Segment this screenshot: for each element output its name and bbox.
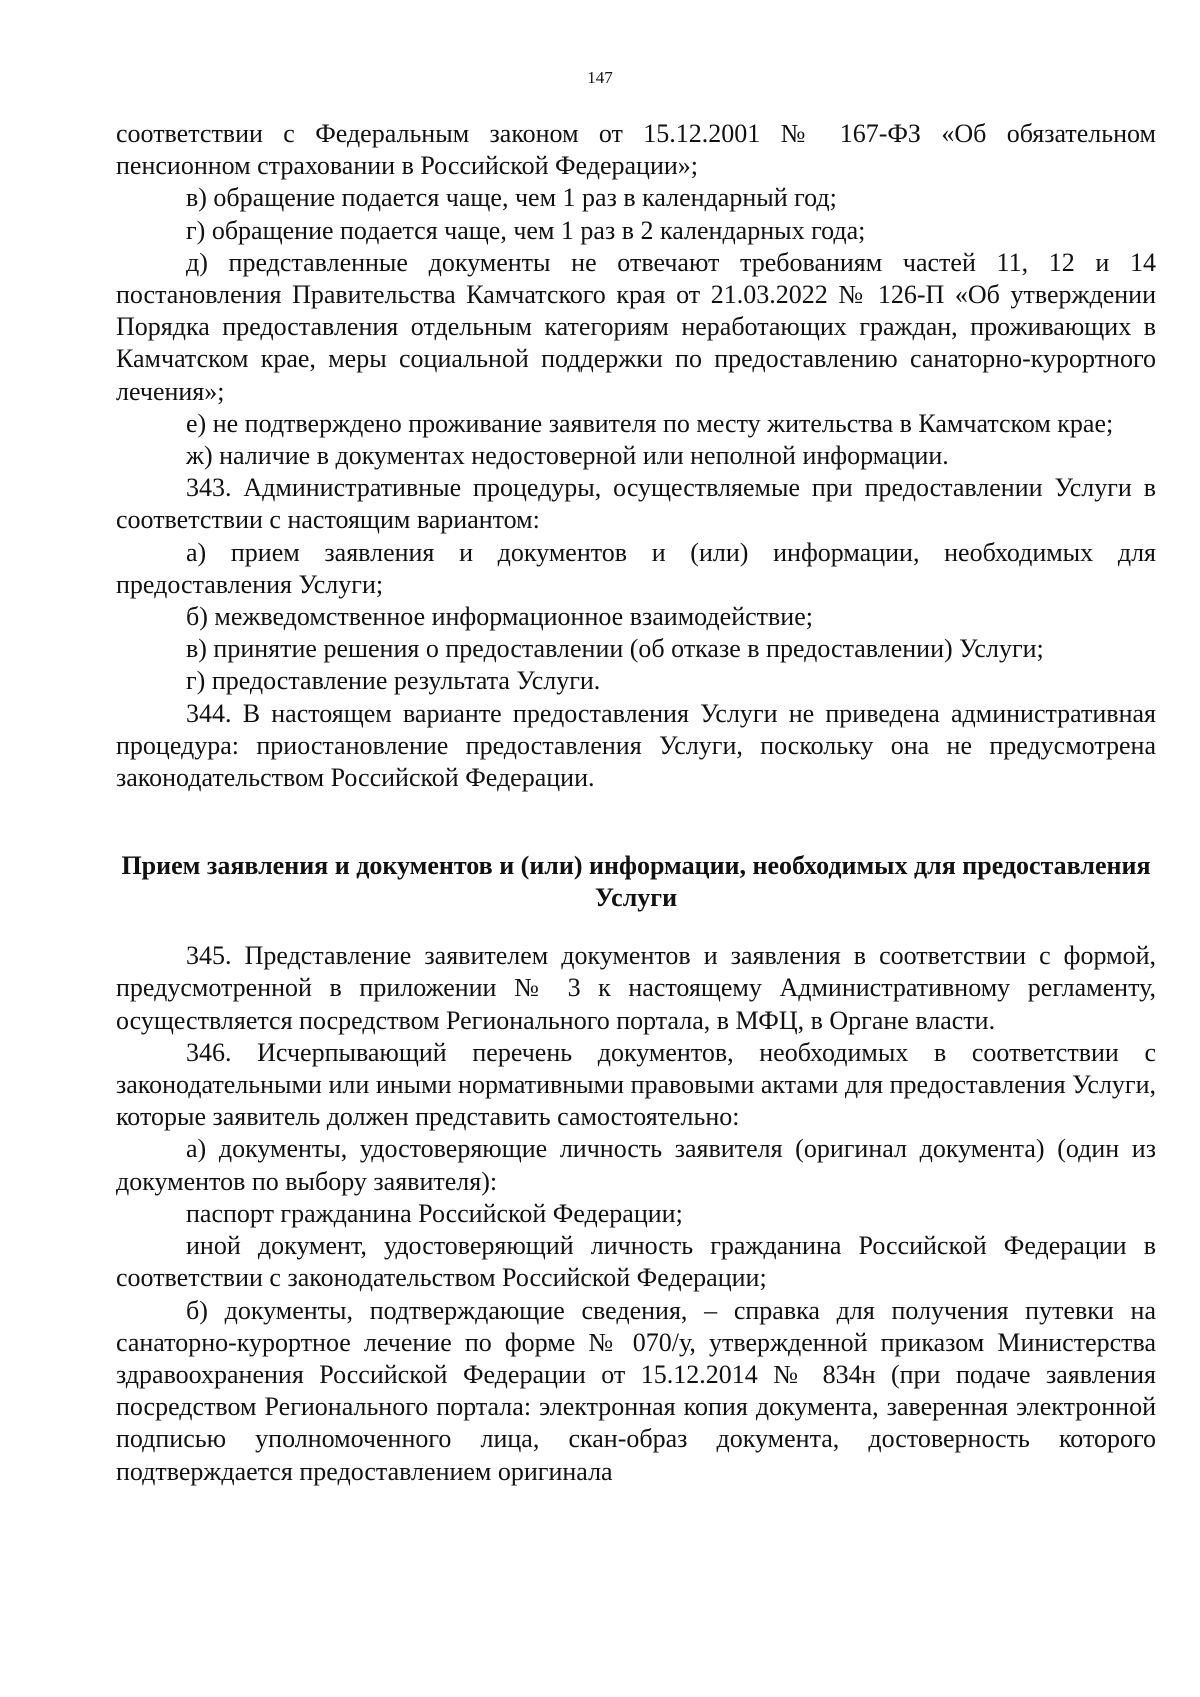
document-body [116, 118, 1156, 1488]
paragraph: г) предоставление результата Услуги. [186, 666, 601, 696]
paragraph: б) документы, подтверждающие сведения, – справка для получения путевки на санаторно-курортное лечение по форме № 070/у, утвержденной приказом Министерства здравоохранения Российской Федерации от 15.12.2014 № 834н (при подаче заявления посредством Регионального портала: электронная копия документа, заверенная электронной подписью уполномоченного лица, скан-образ документа, достоверность которого подтверждается предоставлением оригинала [116, 1295, 1156, 1486]
paragraph: соответствии с Федеральным законом от 15.12.2001 № 167-ФЗ «Об обязательном пенсионном страховании в Российской Федерации»; [116, 119, 1156, 181]
paragraph: в) обращение подается чаще, чем 1 раз в календарный год; [186, 183, 837, 213]
paragraph: д) представленные документы не отвечают требованиям частей 11, 12 и 14 постановления Правительства Камчатского края от 21.03.2022 № 126-П «Об утверждении Порядка предоставления отдельным категориям неработающих граждан, проживающих в Камчатском крае, меры социальной поддержки по предоставлению санаторно-курортного лечения»; [116, 247, 1156, 406]
paragraph: а) документы, удостоверяющие личность заявителя (оригинал документа) (один из документов по выбору заявителя): [116, 1134, 1156, 1196]
paragraph: а) прием заявления и документов и (или) информации, необходимых для предоставления Услуги; [116, 537, 1156, 599]
paragraph: паспорт гражданина Российской Федерации; [186, 1198, 683, 1228]
paragraph: 343. Административные процедуры, осуществляемые при предоставлении Услуги в соответствии с настоящим вариантом: [116, 473, 1156, 535]
paragraph: ж) наличие в документах недостоверной или неполной информации. [186, 441, 949, 471]
section-heading: Прием заявления и документов и (или) информации, необходимых для предоставления Услуги [121, 851, 1151, 913]
paragraph: в) принятие решения о предоставлении (об отказе в предоставлении) Услуги; [186, 634, 1044, 664]
paragraph: иной документ, удостоверяющий личность гражданина Российской Федерации в соответствии с законодательством Российской Федерации; [116, 1231, 1156, 1293]
paragraph: е) не подтверждено проживание заявителя по месту жительства в Камчатском крае; [186, 408, 1114, 438]
paragraphs-before-heading [116, 118, 1156, 794]
paragraph: 344. В настоящем варианте предоставления Услуги не приведена административная процедура: приостановление предоставления Услуги, поскольку она не предусмотрена законодательством Российской Федерации. [116, 698, 1156, 793]
paragraphs-after-heading [116, 940, 1156, 1487]
paragraph: г) обращение подается чаще, чем 1 раз в 2 календарных года; [186, 215, 866, 245]
paragraph: б) межведомственное информационное взаимодействие; [186, 602, 813, 632]
paragraph: 345. Представление заявителем документов и заявления в соответствии с формой, предусмотренной в приложении № 3 к настоящему Административному регламенту, осуществляется посредством Регионального портала, в МФЦ, в Органе власти. [116, 941, 1156, 1035]
paragraph: 346. Исчерпывающий перечень документов, необходимых в соответствии с законодательными или иными нормативными правовыми актами для предоставления Услуги, которые заявитель должен представить самостоятельно: [116, 1037, 1156, 1132]
page-number: 147 [587, 68, 613, 87]
